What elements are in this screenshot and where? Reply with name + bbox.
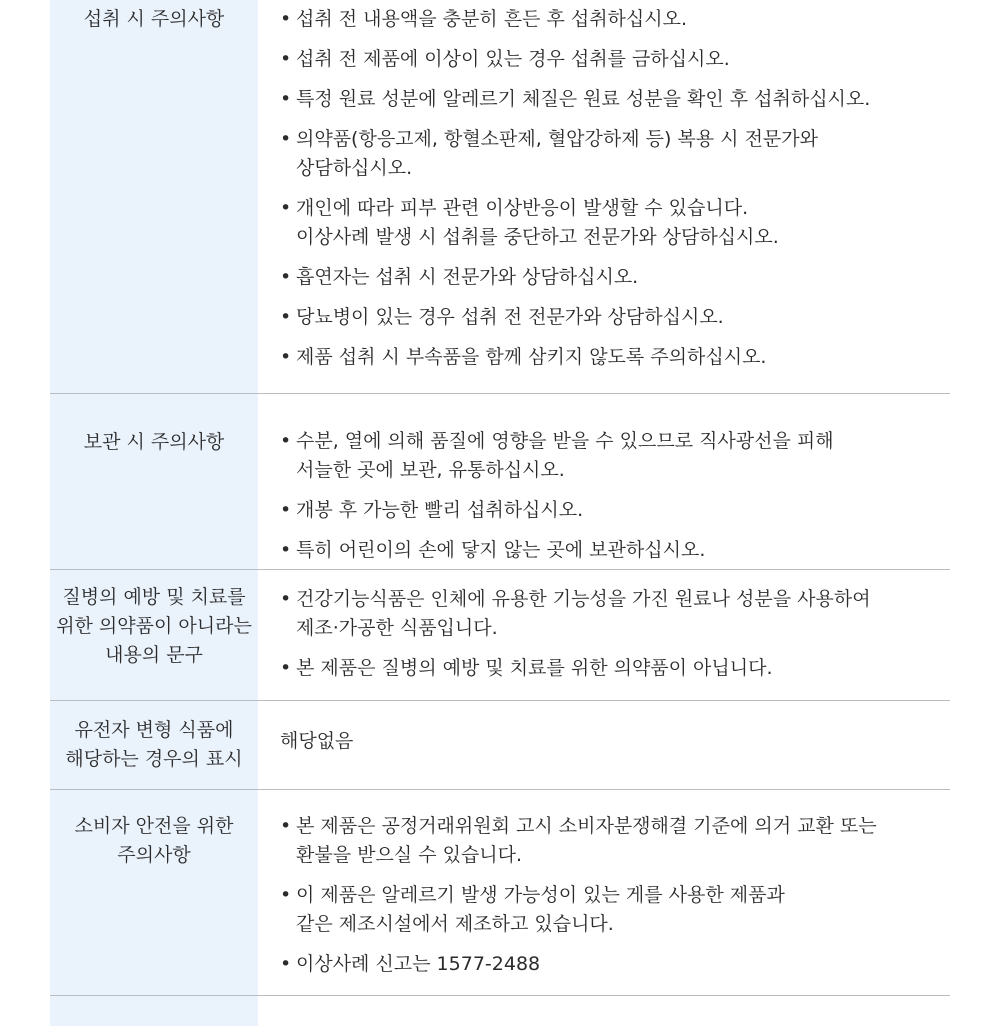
notice-list: [280, 585, 950, 683]
bullet-icon: •: [280, 588, 292, 610]
section-label-line: 해당하는 경우의 표시: [65, 748, 243, 770]
bullet-icon: •: [280, 8, 292, 30]
product-info-table: [50, 0, 950, 1026]
section-not-medicine-notice: [50, 570, 950, 701]
section-label-line: 내용의 문구: [105, 644, 203, 666]
bullet-icon: •: [280, 197, 292, 219]
section-content: [258, 790, 950, 995]
bullet-icon: •: [280, 128, 292, 150]
gmo-value: 해당없음: [280, 730, 354, 752]
bullet-icon: •: [280, 884, 292, 906]
item-text: 제품 섭취 시 부속품을 함께 삼키지 않도록 주의하십시오.: [296, 346, 767, 368]
item-text: 섭취 전 제품에 이상이 있는 경우 섭취를 금하십시오.: [296, 48, 730, 70]
list-item: [280, 496, 950, 525]
item-text: 의약품(항응고제, 항혈소판제, 혈압강하제 등) 복용 시 전문가와: [296, 128, 818, 150]
section-label-line: 소비자 안전을 위한: [74, 815, 234, 837]
bullet-icon: •: [280, 48, 292, 70]
section-gmo-label: [50, 701, 950, 790]
list-item: [280, 950, 950, 979]
list-item: [280, 263, 950, 292]
list-item: [280, 125, 950, 183]
section-label-line: 질병의 예방 및 치료를: [62, 586, 246, 608]
list-item: [280, 85, 950, 114]
section-label: [50, 701, 258, 789]
item-text: 환불을 받으실 수 있습니다.: [296, 844, 523, 866]
section-label-line: 주의사항: [117, 844, 191, 866]
list-item: [280, 343, 950, 372]
list-item: [280, 427, 950, 485]
section-intake-caution: [50, 0, 950, 394]
section-label-line: 섭취 시 주의사항: [83, 8, 225, 30]
item-text: 제조·가공한 식품입니다.: [296, 617, 498, 639]
list-item: [280, 654, 950, 683]
section-label: [50, 394, 258, 569]
item-text: 수분, 열에 의해 품질에 영향을 받을 수 있으므로 직사광선을 피해: [296, 430, 834, 452]
section-content: [258, 996, 950, 1026]
section-label: [50, 0, 258, 393]
item-text: 특정 원료 성분에 알레르기 체질은 원료 성분을 확인 후 섭취하십시오.: [296, 88, 871, 110]
bullet-icon: •: [280, 657, 292, 679]
item-text: 특히 어린이의 손에 닿지 않는 곳에 보관하십시오.: [296, 539, 706, 561]
list-item: [280, 812, 950, 870]
item-text: 개봉 후 가능한 빨리 섭취하십시오.: [296, 499, 584, 521]
section-label: [50, 996, 258, 1026]
list-item: [280, 585, 950, 643]
list-item: [280, 536, 950, 565]
section-label-line: 유전자 변형 식품에: [74, 719, 234, 741]
section-content: [258, 570, 950, 700]
bullet-icon: •: [280, 499, 292, 521]
item-text: 이상사례 발생 시 섭취를 중단하고 전문가와 상담하십시오.: [296, 226, 779, 248]
list-item: [280, 194, 950, 252]
section-storage-caution: [50, 394, 950, 570]
item-text: 건강기능식품은 인체에 유용한 기능성을 가진 원료나 성분을 사용하여: [296, 588, 871, 610]
bullet-icon: •: [280, 815, 292, 837]
list-item: [280, 303, 950, 332]
section-label-line: 위한 의약품이 아니라는: [56, 615, 252, 637]
caution-list: [280, 427, 950, 565]
item-text: 이상사례 신고는 1577-2488: [296, 953, 541, 975]
section-label: [50, 570, 258, 700]
section-content: [258, 0, 950, 393]
item-text: 흡연자는 섭취 시 전문가와 상담하십시오.: [296, 266, 639, 288]
item-text: 본 제품은 질병의 예방 및 치료를 위한 의약품이 아닙니다.: [296, 657, 773, 679]
bullet-icon: •: [280, 88, 292, 110]
list-item: [280, 5, 950, 34]
section-content: [258, 701, 950, 789]
bullet-icon: •: [280, 266, 292, 288]
bullet-icon: •: [280, 346, 292, 368]
section-consumer-safety: [50, 790, 950, 996]
list-item: [280, 881, 950, 939]
item-text: 섭취 전 내용액을 충분히 흔든 후 섭취하십시오.: [296, 8, 688, 30]
item-text: 이 제품은 알레르기 발생 가능성이 있는 게를 사용한 제품과: [296, 884, 785, 906]
bullet-icon: •: [280, 953, 292, 975]
item-text: 같은 제조시설에서 제조하고 있습니다.: [296, 913, 614, 935]
bullet-icon: •: [280, 430, 292, 452]
bullet-icon: •: [280, 306, 292, 328]
item-text: 서늘한 곳에 보관, 유통하십시오.: [296, 459, 565, 481]
item-text: 본 제품은 공정거래위원회 고시 소비자분쟁해결 기준에 의거 교환 또는: [296, 815, 877, 837]
bullet-icon: •: [280, 539, 292, 561]
safety-list: [280, 812, 950, 979]
section-content: [258, 394, 950, 569]
item-text: 개인에 따라 피부 관련 이상반응이 발생할 수 있습니다.: [296, 197, 749, 219]
item-text: 상담하십시오.: [296, 157, 413, 179]
list-item: [280, 45, 950, 74]
section-label: [50, 790, 258, 995]
caution-list: [280, 5, 950, 372]
section-label-line: 보관 시 주의사항: [83, 431, 225, 453]
section-next-partial: [50, 996, 950, 1026]
item-text: 당뇨병이 있는 경우 섭취 전 전문가와 상담하십시오.: [296, 306, 724, 328]
